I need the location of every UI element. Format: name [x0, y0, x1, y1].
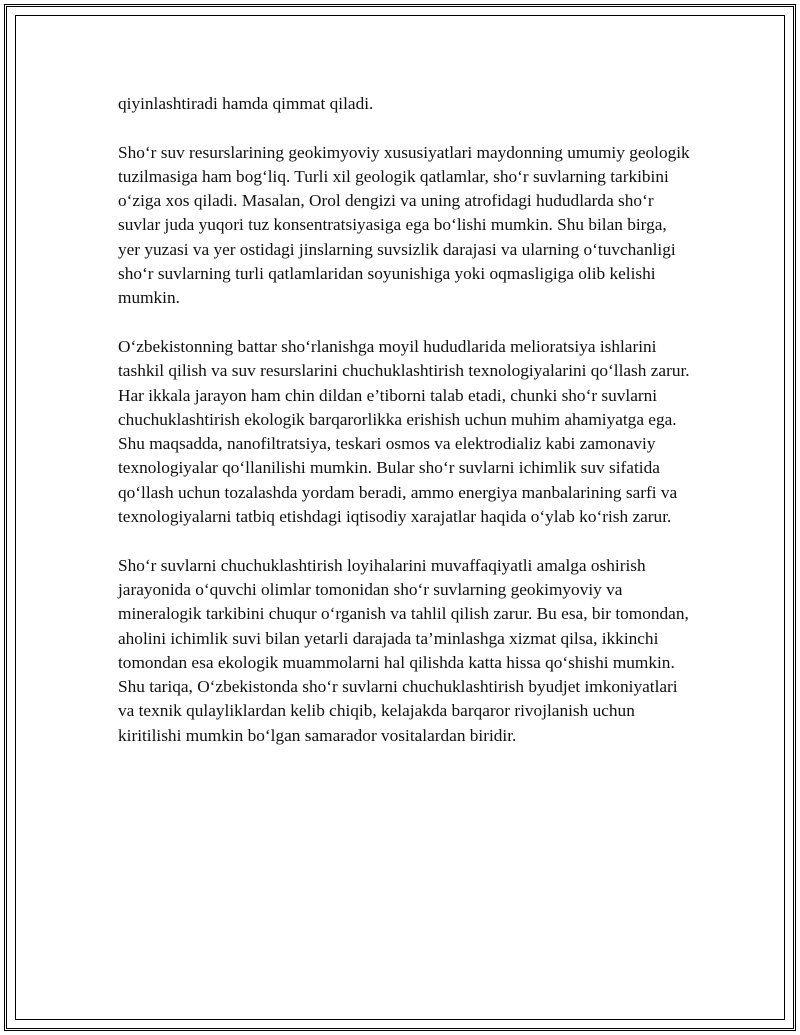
paragraph-continuation: qiyinlashtiradi hamda qimmat qiladi.	[118, 94, 374, 113]
paragraph-desalination-technology: O‘zbekistonning battar sho‘rlanishga moyil hududlarida melioratsiya ishlarini tashkil qilish va suv resurslarini chuchuklashtirish texnologiyalarini qo‘llash zarur. Har ikkala jarayon ham chin dildan e’tiborni talab etadi, chunki sho‘r suvlarni chuchuklashtirish ekologik barqarorlikka erishish uchun muhim ahamiyatga ega. Shu maqsadda, nanofiltratsiya, teskari osmos va elektrodializ kabi zamonaviy texnologiyalar qo‘llanilishi mumkin. Bular sho‘r suvlarni ichimlik suv sifatida qo‘llash uchun tozalashda yordam beradi, ammo energiya manbalarining sarfi va texnologiyalarni tatbiq etishdagi iqtisodiy xarajatlar haqida o‘ylab ko‘rish zarur.	[118, 336, 690, 527]
paragraph-geochemistry: Sho‘r suv resurslarining geokimyoviy xususiyatlari maydonning umumiy geologik tuzilmasiga ham bog‘liq. Turli xil geologik qatlamlar, sho‘r suvlarning tarkibini o‘ziga xos qiladi. Masalan, Orol dengizi va uning atrofidagi hududlarda sho‘r suvlar juda yuqori tuz konsentratsiyasiga ega bo‘lishi mumkin. Shu bilan birga, yer yuzasi va yer ostidagi jinslarning suvsizlik darajasi va ularning o‘tuvchanligi sho‘r suvlarning turli qatlamlaridan soyunishiga yoki oqmasligiga olib kelishi mumkin.	[118, 142, 690, 308]
document-body	[118, 92, 690, 772]
paragraph-conclusion: Sho‘r suvlarni chuchuklashtirish loyihalarini muvaffaqiyatli amalga oshirish jarayonida o‘quvchi olimlar tomonidan sho‘r suvlarning geokimyoviy va mineralogik tarkibini chuqur o‘rganish va tahlil qilish zarur. Bu esa, bir tomondan, aholini ichimlik suvi bilan yetarli darajada ta’minlashga xizmat qilsa, ikkinchi tomondan esa ekologik muammolarni hal qilishda katta hissa qo‘shishi mumkin. Shu tariqa, O‘zbekistonda sho‘r suvlarni chuchuklashtirish byudjet imkoniyatlari va texnik qulayliklardan kelib chiqib, kelajakda barqaror rivojlanish uchun kiritilishi mumkin bo‘lgan samarador vositalardan biridir.	[118, 555, 689, 745]
